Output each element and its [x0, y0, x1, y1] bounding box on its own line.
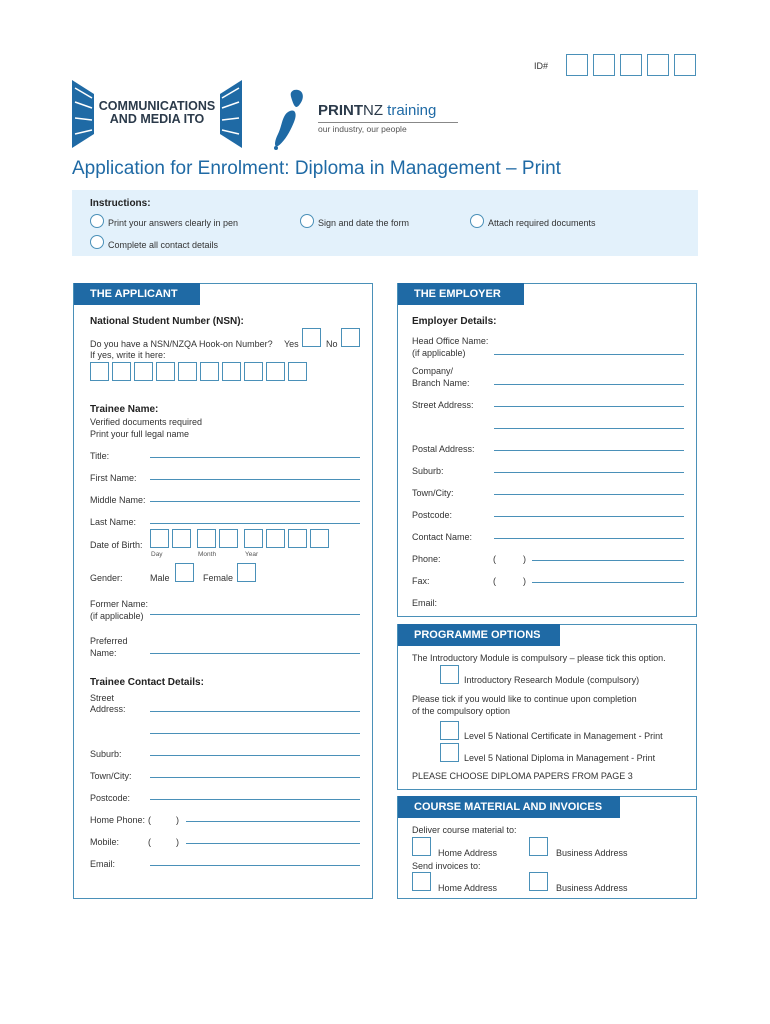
- deliver-business-checkbox[interactable]: [529, 837, 548, 856]
- nsn-question-2: If yes, write it here:: [90, 350, 166, 360]
- mobile-label: Mobile:: [90, 837, 120, 847]
- id-label: ID#: [534, 61, 549, 71]
- dob-month-label: Month: [198, 551, 217, 558]
- contact-heading: Trainee Contact Details:: [90, 677, 204, 688]
- employer-street-field-2[interactable]: [494, 428, 684, 429]
- contact-name-field[interactable]: [494, 538, 684, 539]
- intro-module-checkbox[interactable]: [440, 665, 459, 684]
- nsn-heading: National Student Number (NSN):: [90, 316, 244, 327]
- brand-print: PRINT: [318, 102, 363, 119]
- invoice-business-label: Business Address: [556, 883, 628, 893]
- title-label: Title:: [90, 451, 110, 461]
- applicant-tab: THE APPLICANT: [74, 283, 200, 305]
- preferred-name-label-2: Name:: [90, 648, 117, 658]
- contact-name-label: Contact Name:: [412, 532, 473, 542]
- employer-suburb-field[interactable]: [494, 472, 684, 473]
- cmito-line2: AND MEDIA ITO: [109, 112, 205, 126]
- first-name-field[interactable]: [150, 479, 360, 480]
- compulsory-note: The Introductory Module is compulsory – please tick this option.: [412, 653, 666, 663]
- dob-label: Date of Birth:: [90, 540, 143, 550]
- home-phone-label: Home Phone:: [90, 815, 146, 825]
- nsn-digit-box-3[interactable]: [134, 362, 153, 381]
- trainee-note-1: Verified documents required: [90, 417, 203, 427]
- dob-box-1[interactable]: [150, 529, 169, 548]
- town-field[interactable]: [150, 777, 360, 778]
- preferred-name-label-1: Preferred: [90, 636, 128, 646]
- dob-box-7[interactable]: [288, 529, 307, 548]
- employer-phone-paren-close: ): [523, 554, 526, 564]
- suburb-field[interactable]: [150, 755, 360, 756]
- instruction-radio-3[interactable]: [470, 214, 484, 228]
- middle-name-field[interactable]: [150, 501, 360, 502]
- instructions-panel: [72, 190, 698, 256]
- brand-tagline: our industry, our people: [318, 124, 407, 134]
- gender-male-label: Male: [150, 573, 170, 583]
- nsn-no-checkbox[interactable]: [341, 328, 360, 347]
- trainee-heading: Trainee Name:: [90, 404, 159, 415]
- intro-module-label: Introductory Research Module (compulsory): [464, 675, 640, 685]
- dob-box-6[interactable]: [266, 529, 285, 548]
- town-label: Town/City:: [90, 771, 132, 781]
- mobile-paren-open: (: [148, 837, 151, 847]
- dob-box-3[interactable]: [197, 529, 216, 548]
- last-name-field[interactable]: [150, 523, 360, 524]
- home-phone-paren-open: (: [148, 815, 151, 825]
- gender-label: Gender:: [90, 573, 123, 583]
- company-field[interactable]: [494, 384, 684, 385]
- printnz-logo: [272, 86, 472, 150]
- instruction-radio-1[interactable]: [90, 214, 104, 228]
- street-field-2[interactable]: [150, 733, 360, 734]
- postal-label: Postal Address:: [412, 444, 475, 454]
- street-label-1: Street: [90, 693, 115, 703]
- level5-dip-label: Level 5 National Diploma in Management - Print: [464, 753, 656, 763]
- last-name-label: Last Name:: [90, 517, 137, 527]
- nsn-digit-box-9[interactable]: [266, 362, 285, 381]
- street-field-1[interactable]: [150, 711, 360, 712]
- id-box-4[interactable]: [647, 54, 669, 76]
- nsn-question-1: Do you have a NSN/NZQA Hook-on Number?: [90, 339, 273, 349]
- deliver-business-label: Business Address: [556, 848, 628, 858]
- street-label-2: Address:: [90, 704, 126, 714]
- nsn-digit-box-2[interactable]: [112, 362, 131, 381]
- head-office-field[interactable]: [494, 354, 684, 355]
- brand-nz: NZ: [363, 102, 383, 119]
- employer-phone-field[interactable]: [532, 560, 684, 561]
- home-phone-paren-close: ): [176, 815, 179, 825]
- mobile-paren-close: ): [176, 837, 179, 847]
- nsn-no-label: No: [326, 339, 338, 349]
- instruction-radio-2[interactable]: [300, 214, 314, 228]
- email-field[interactable]: [150, 865, 360, 866]
- fax-label: Fax:: [412, 576, 430, 586]
- home-phone-field[interactable]: [186, 821, 360, 822]
- gender-female-label: Female: [203, 573, 234, 583]
- nz-map-icon: [272, 86, 312, 150]
- employer-phone-label: Phone:: [412, 554, 441, 564]
- dob-box-8[interactable]: [310, 529, 329, 548]
- employer-email-label: Email:: [412, 598, 438, 608]
- brand-training: training: [387, 102, 437, 119]
- fax-paren-open: (: [493, 576, 496, 586]
- head-office-label-1: Head Office Name:: [412, 336, 489, 346]
- invoice-business-checkbox[interactable]: [529, 872, 548, 891]
- first-name-label: First Name:: [90, 473, 137, 483]
- invoice-home-checkbox[interactable]: [412, 872, 431, 891]
- employer-phone-paren-open: (: [493, 554, 496, 564]
- employer-heading: Employer Details:: [412, 316, 497, 327]
- level5-cert-label: Level 5 National Certificate in Management - Print: [464, 731, 663, 741]
- postal-field[interactable]: [494, 450, 684, 451]
- employer-tab: THE EMPLOYER: [398, 283, 524, 305]
- nsn-digit-box-5[interactable]: [178, 362, 197, 381]
- middle-name-label: Middle Name:: [90, 495, 146, 505]
- nsn-yes-checkbox[interactable]: [302, 328, 321, 347]
- cmito-line1: COMMUNICATIONS: [98, 99, 216, 113]
- title-field[interactable]: [150, 457, 360, 458]
- instruction-item-1: Print your answers clearly in pen: [108, 218, 239, 228]
- deliver-home-checkbox[interactable]: [412, 837, 431, 856]
- suburb-label: Suburb:: [90, 749, 122, 759]
- dob-year-label: Year: [245, 551, 259, 558]
- email-label: Email:: [90, 859, 116, 869]
- id-box-2[interactable]: [593, 54, 615, 76]
- id-box-5[interactable]: [674, 54, 696, 76]
- fax-paren-close: ): [523, 576, 526, 586]
- id-box-1[interactable]: [566, 54, 588, 76]
- level5-dip-checkbox[interactable]: [440, 743, 459, 762]
- company-label-1: Company/: [412, 366, 454, 376]
- former-name-label-2: (if applicable): [90, 611, 144, 621]
- employer-suburb-label: Suburb:: [412, 466, 444, 476]
- dob-box-4[interactable]: [219, 529, 238, 548]
- company-label-2: Branch Name:: [412, 378, 470, 388]
- level5-cert-checkbox[interactable]: [440, 721, 459, 740]
- nsn-yes-label: Yes: [284, 339, 299, 349]
- dob-box-2[interactable]: [172, 529, 191, 548]
- instruction-item-2: Sign and date the form: [318, 218, 410, 228]
- page-title: Application for Enrolment: Diploma in Management – Print: [72, 158, 561, 179]
- employer-town-field[interactable]: [494, 494, 684, 495]
- gender-male-checkbox[interactable]: [175, 563, 194, 582]
- deliver-label: Deliver course material to:: [412, 825, 517, 835]
- deliver-home-label: Home Address: [438, 848, 498, 858]
- cmito-logo: [72, 80, 242, 148]
- nsn-digit-box-7[interactable]: [222, 362, 241, 381]
- continue-note-2: of the compulsory option: [412, 706, 511, 716]
- nsn-digit-box-4[interactable]: [156, 362, 175, 381]
- nsn-digit-box-6[interactable]: [200, 362, 219, 381]
- invoice-home-label: Home Address: [438, 883, 498, 893]
- course-tab: COURSE MATERIAL AND INVOICES: [398, 796, 620, 818]
- instruction-item-3: Attach required documents: [488, 218, 596, 228]
- id-box-3[interactable]: [620, 54, 642, 76]
- employer-street-field-1[interactable]: [494, 406, 684, 407]
- former-name-field[interactable]: [150, 614, 360, 615]
- instruction-item-4: Complete all contact details: [108, 240, 219, 250]
- continue-note-1: Please tick if you would like to continue upon completion: [412, 694, 637, 704]
- employer-street-label: Street Address:: [412, 400, 474, 410]
- nsn-digit-box-10[interactable]: [288, 362, 307, 381]
- postcode-field[interactable]: [150, 799, 360, 800]
- gender-female-checkbox[interactable]: [237, 563, 256, 582]
- send-invoices-label: Send invoices to:: [412, 861, 481, 871]
- postcode-label: Postcode:: [90, 793, 131, 803]
- employer-postcode-field[interactable]: [494, 516, 684, 517]
- trainee-note-2: Print your full legal name: [90, 429, 190, 439]
- nsn-digit-box-1[interactable]: [90, 362, 109, 381]
- choose-papers-note: PLEASE CHOOSE DIPLOMA PAPERS FROM PAGE 3: [412, 771, 633, 781]
- employer-town-label: Town/City:: [412, 488, 454, 498]
- instructions-heading: Instructions:: [90, 198, 151, 209]
- programme-tab: PROGRAMME OPTIONS: [398, 624, 560, 646]
- dob-day-label: Day: [151, 551, 163, 558]
- preferred-name-field[interactable]: [150, 653, 360, 654]
- nsn-digit-box-8[interactable]: [244, 362, 263, 381]
- fax-field[interactable]: [532, 582, 684, 583]
- former-name-label-1: Former Name:: [90, 599, 149, 609]
- head-office-label-2: (if applicable): [412, 348, 466, 358]
- employer-postcode-label: Postcode:: [412, 510, 453, 520]
- mobile-field[interactable]: [186, 843, 360, 844]
- instruction-radio-4[interactable]: [90, 235, 104, 249]
- dob-box-5[interactable]: [244, 529, 263, 548]
